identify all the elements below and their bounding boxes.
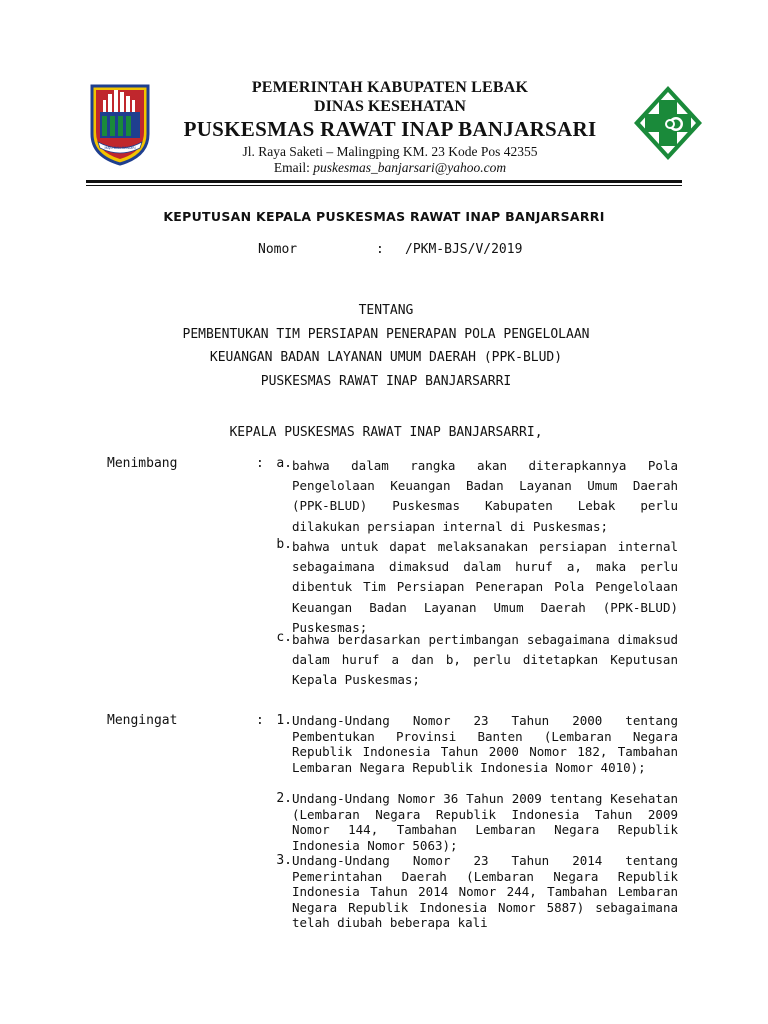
- tentang-line-3: PUSKESMAS RAWAT INAP BANJARSARRI: [260, 373, 512, 389]
- nomor-value: /PKM-BJS/V/2019: [405, 242, 523, 257]
- letterhead-rule-thin: [86, 185, 682, 186]
- list-item-text: Undang-Undang Nomor 23 Tahun 2000 tentang Pembentukan Provinsi Banten (Lembaran Negara Republik Indonesia Tahun 2000 Nomor 182, Tambahan Lembaran Negara Republik Indonesia Nomor 4010);: [292, 713, 678, 775]
- tentang-heading: TENTANG: [358, 303, 414, 318]
- puskesmas-logo-icon: [632, 84, 704, 162]
- menimbang-label: Menimbang: [107, 456, 178, 471]
- list-item-text: bahwa dalam rangka akan diterapkannya Pola Pengelolaan Keuangan Badan Layanan Umum Daerah (PPK-BLUD) Puskesmas Kabupaten Lebak perlu dilakukan persiapan internal di Puskesmas;: [292, 458, 678, 534]
- list-marker: 1.: [276, 713, 292, 728]
- list-item-text: Undang-Undang Nomor 23 Tahun 2014 tentang Pemerintahan Daerah (Lembaran Negara Republik Indonesia Tahun 2014 Nomor 244, Tambahan Lembaran Negara Republik Indonesia Nomor 5887) sebagaimana telah diubah beberapa kali: [292, 853, 678, 931]
- letterhead-institution: PUSKESMAS RAWAT INAP BANJARSARI: [183, 117, 597, 141]
- list-marker: a.: [276, 456, 292, 471]
- kabupaten-lebak-emblem-icon: [86, 82, 154, 166]
- list-marker: c.: [276, 630, 292, 645]
- tentang-block: [86, 299, 686, 393]
- nomor-colon: :: [376, 242, 384, 257]
- letterhead-government: PEMERINTAH KABUPATEN LEBAK: [251, 79, 529, 96]
- list-item-text: bahwa berdasarkan pertimbangan sebagaimana dimaksud dalam huruf a dan b, perlu ditetapkan Keputusan Kepala Puskesmas;: [292, 632, 678, 688]
- mengingat-colon: :: [256, 713, 264, 728]
- decree-title: KEPUTUSAN KEPALA PUSKESMAS RAWAT INAP BANJARSARRI: [163, 209, 605, 224]
- tentang-line-1: PEMBENTUKAN TIM PERSIAPAN PENERAPAN POLA PENGELOLAAN: [182, 326, 590, 342]
- email-address: puskesmas_banjarsari@yahoo.com: [313, 160, 507, 175]
- list-item-text: Undang-Undang Nomor 36 Tahun 2009 tentang Kesehatan (Lembaran Negara Republik Indonesia Tahun 2009 Nomor 144, Tambahan Lembaran Negara Republik Indonesia Nomor 5063);: [292, 791, 678, 853]
- emblem-motto: MAJU DAN MANDIRI: [104, 146, 136, 150]
- list-marker: 2.: [276, 791, 292, 806]
- menimbang-colon: :: [256, 456, 264, 471]
- letterhead: [150, 78, 630, 176]
- list-marker: 3.: [276, 853, 292, 868]
- nomor-label: Nomor: [258, 242, 298, 257]
- list-marker: b.: [276, 537, 292, 552]
- issuer-heading: KEPALA PUSKESMAS RAWAT INAP BANJARSARRI,: [229, 425, 543, 440]
- email-label: Email:: [273, 160, 310, 175]
- letterhead-rule-thick: [86, 180, 682, 183]
- tentang-line-2: KEUANGAN BADAN LAYANAN UMUM DAERAH (PPK-BLUD): [209, 350, 563, 365]
- letterhead-address: Jl. Raya Saketi – Malingping KM. 23 Kode Pos 42355: [242, 144, 538, 159]
- list-item-text: bahwa untuk dapat melaksanakan persiapan internal sebagaimana dimaksud dalam huruf a, maka perlu dibentuk Tim Persiapan Penerapan Pola Pengelolaan Keuangan Badan Layanan Umum Daerah (PPK-BLUD) Puskesmas;: [292, 539, 678, 635]
- letterhead-email-line: [150, 160, 630, 176]
- letterhead-department: DINAS KESEHATAN: [314, 98, 466, 115]
- mengingat-label: Mengingat: [107, 713, 178, 728]
